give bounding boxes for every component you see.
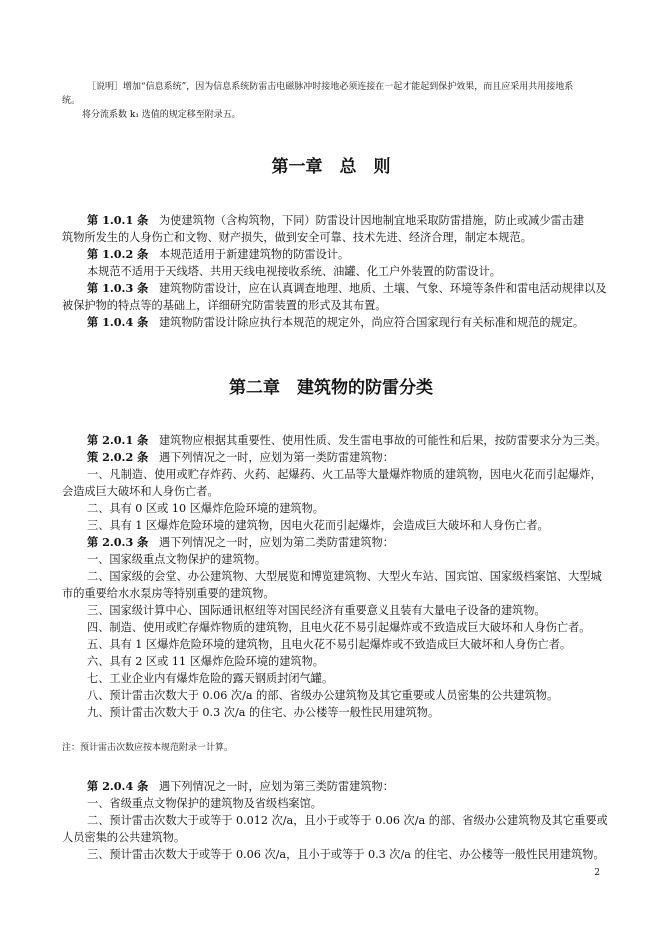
article-2-0-2 (87, 449, 635, 466)
list-item-continued: 市的重要给水水泵房等特别重要的建筑物。 (62, 587, 275, 600)
article-text-continued: 被保护物的特点等的基础上，详细研究防雷装置的形式及其布置。 (62, 299, 387, 312)
article-2-0-1 (87, 432, 635, 449)
list-item: 九、预计雷击次数大于 0.3 次/a 的住宅、办公楼等一般性民用建筑物。 (87, 706, 440, 719)
article-text-continued: 筑物所发生的人身伤亡和文物、财产损失，做到安全可靠、技术先进、经济合理，制定本规范。 (62, 231, 532, 244)
list-item-continued: 会造成巨大破坏和人身伤亡者。 (62, 485, 219, 498)
list-item: 一、国家级重点文物保护的建筑物。 (87, 553, 267, 566)
article-text: 建筑物防雷设计除应执行本规范的规定外，尚应符合国家现行有关标准和规范的规定。 (158, 316, 585, 329)
article-1-0-4 (87, 314, 635, 331)
article-number: 策 2.0.2 条 (87, 450, 149, 464)
intro-note-line: 将分流系数 k₁ 选值的规定移至附录五。 (82, 110, 241, 120)
list-item: 七、工业企业内有爆炸危险的露天钢质封闭气罐。 (87, 672, 334, 685)
article-number: 第 2.0.3 条 (87, 535, 149, 549)
page-number: 2 (594, 868, 600, 878)
article-text: 建筑物防雷设计，应在认真调查地理、地质、土壤、气象、环境等条件和雷电活动规律以及 (158, 282, 607, 295)
footnote: 注：预计雷击次数应按本规范附录一计算。 (62, 743, 234, 753)
article-1-0-1 (87, 212, 635, 229)
article-text: 建筑物应根据其重要性、使用性质、发生雷电事故的可能性和后果，按防雷要求分为三类。 (158, 434, 607, 447)
article-number: 第 1.0.2 条 (87, 247, 149, 261)
list-item: 八、预计雷击次数大于 0.06 次/a 的部、省级办公建筑物及其它重要或人员密集的公共建筑物。 (87, 689, 559, 702)
article-text: 遇下列情况之一时，应划为第三类防雷建筑物： (158, 780, 394, 793)
list-item: 二、预计雷击次数大于或等于 0.012 次/a，且小于或等于 0.06 次/a 的部、省级办公建筑物及其它重要或 (87, 814, 608, 827)
list-item: 四、制造、使用或贮存爆炸物质的建筑物，且电火花不易引起爆炸或不致造成巨大破坏和人身伤亡者。 (87, 621, 591, 634)
article-number: 第 2.0.4 条 (87, 779, 149, 793)
chapter-2-title: 第二章 建筑物的防雷分类 (229, 378, 433, 398)
list-item: 五、具有 1 区爆炸危险环境的建筑物，且电火花不易引起爆炸或不致造成巨大破坏和人身伤亡者。 (87, 638, 572, 651)
article-number: 第 1.0.3 条 (87, 281, 149, 295)
list-item: 三、具有 1 区爆炸危险环境的建筑物，因电火花而引起爆炸，会造成巨大破坏和人身伤亡者。 (87, 519, 549, 532)
list-item: 一、省级重点文物保护的建筑物及省级档案馆。 (87, 797, 322, 810)
list-item-continued: 人员密集的公共建筑物。 (62, 831, 186, 844)
article-1-0-3 (87, 280, 635, 297)
article-number: 第 1.0.4 条 (87, 315, 149, 329)
article-text: 遇下列情况之一时，应划为第二类防雷建筑物： (158, 536, 394, 549)
article-text: 遇下列情况之一时，应划为第一类防雷建筑物： (158, 451, 394, 464)
list-item: 一、凡制造、使用或贮存炸药、火药、起爆药、火工品等大量爆炸物质的建筑物，因电火花而引起爆炸， (87, 468, 602, 481)
list-item: 六、具有 2 区或 11 区爆炸危险环境的建筑物。 (87, 655, 324, 668)
article-2-0-3 (87, 534, 635, 551)
article-text: 本规范适用于新建建筑物的防雷设计。 (158, 248, 350, 261)
list-item: 二、具有 0 区或 10 区爆炸危险环境的建筑物。 (87, 502, 324, 515)
article-text-continued: 本规范不适用于天线塔、共用天线电视接收系统、油罐、化工户外装置的防雷设计。 (87, 265, 501, 278)
article-2-0-4 (87, 778, 635, 795)
article-text: 为使建筑物（含构筑物，下同）防雷设计因地制宜地采取防雷措施，防止或减少雷击建 (158, 214, 585, 227)
list-item: 三、预计雷击次数大于或等于 0.06 次/a，且小于或等于 0.3 次/a 的住宅、办公楼等一般性民用建筑物。 (87, 848, 605, 861)
intro-note-line: ［说明］增加“信息系统”，因为信息系统防雷击电磁脉冲时接地必须连接在一起才能起到保护效果，而且应采用共用接地系 (87, 82, 574, 92)
intro-note-line: 统。 (62, 96, 81, 106)
article-number: 第 1.0.1 条 (87, 213, 149, 227)
article-1-0-2 (87, 246, 635, 263)
list-item: 二、国家级的会堂、办公建筑物、大型展览和博览建筑物、大型火车站、国宾馆、国家级档案馆、大型城 (87, 570, 602, 583)
list-item: 三、国家级计算中心、国际通讯枢纽等对国民经济有重要意义且装有大量电子设备的建筑物。 (87, 604, 546, 617)
article-number: 第 2.0.1 条 (87, 433, 149, 447)
chapter-1-title: 第一章 总 则 (271, 157, 391, 177)
